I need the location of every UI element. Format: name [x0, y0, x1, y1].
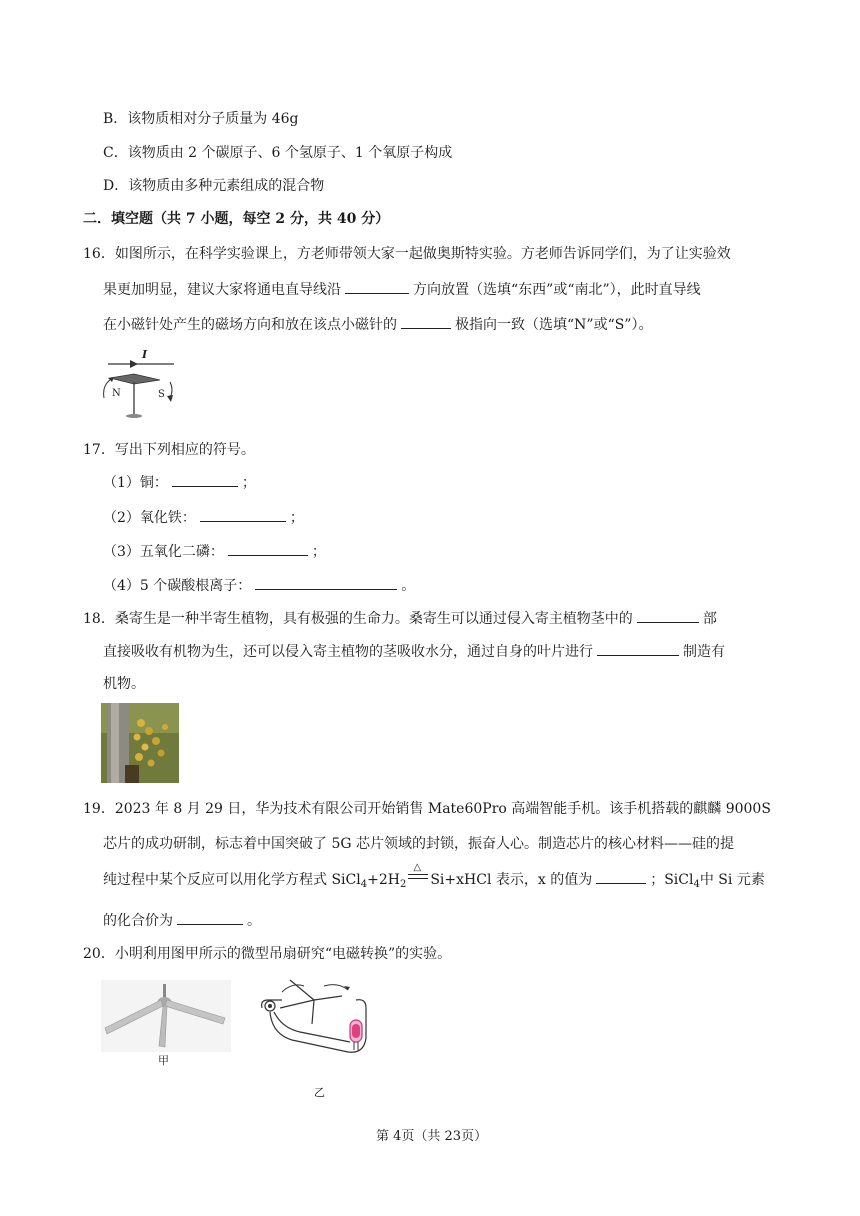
s-pole-label: S [158, 389, 165, 400]
reaction-arrow: △ [408, 870, 428, 884]
section-heading: 二．填空题（共 7 小题，每空 2 分，共 40 分） [83, 211, 390, 227]
q18-blank-1[interactable] [637, 608, 699, 623]
q20-line1: 20．小明利用图甲所示的微型吊扇研究“电磁转换”的实验。 [83, 946, 452, 962]
q19-blank-valence[interactable] [177, 910, 243, 925]
n-pole-label: N [112, 388, 121, 399]
q17-item2: （2）氧化铁： ； [103, 507, 304, 528]
caption-jia: 甲 [158, 1054, 169, 1067]
q18-blank-2[interactable] [597, 641, 679, 656]
mistletoe-photo [101, 703, 179, 783]
q19-blank-x[interactable] [596, 869, 646, 884]
fan-led-circuit-figure [252, 978, 380, 1068]
q19-line2: 芯片的成功研制，标志着中国突破了 5G 芯片领域的封锁，振奋人心。制造芯片的核心材料——硅的提 [103, 836, 734, 852]
oersted-figure [100, 344, 180, 424]
q18-line1: 18．桑寄生是一种半寄生植物，具有极强的生命力。桑寄生可以通过侵入寄主植物茎中的 部 [83, 608, 717, 629]
q16-line1: 16．如图所示，在科学实验课上，方老师带领大家一起做奥斯特实验。方老师告诉同学们，为了让实验效 [83, 246, 731, 262]
q17-blank-2[interactable] [200, 507, 286, 522]
ceiling-fan-figure [101, 980, 231, 1052]
q17-item1: （1）铜： ； [103, 472, 256, 493]
q17-item3: （3）五氧化二磷： ； [103, 541, 326, 562]
q16-line3: 在小磁针处产生的磁场方向和放在该点小磁针的 极指向一致（选填“N”或“S”）。 [103, 314, 652, 335]
q19-line3: 纯过程中某个反应可以用化学方程式 $SiCl_4+2H_2$ △ Si+xHCl 表示，x 的值为 ；SiCl$_4$中 Si 元素 [103, 862, 765, 890]
page-number: 第 4页（共 23页） [376, 1129, 488, 1144]
q17-blank-4[interactable] [255, 575, 397, 590]
q19-line1: 19．2023 年 8 月 29 日，华为技术有限公司开始销售 Mate60Pro 高端智能手机。该手机搭载的麒麟 9000S [83, 801, 771, 817]
q15-option-c: C．该物质由 2 个碳原子、6 个氢原子、1 个氧原子构成 [103, 145, 453, 161]
q17-blank-3[interactable] [228, 541, 308, 556]
q15-option-d: D．该物质由多种元素组成的混合物 [103, 178, 325, 194]
q18-line2: 直接吸收有机物为生，还可以侵入寄主植物的茎吸收水分，通过自身的叶片进行 制造有 [103, 641, 725, 662]
q16-line2: 果更加明显，建议大家将通电直导线沿 方向放置（选填“东西”或“南北”），此时直导线 [103, 279, 701, 300]
q17-title: 17．写出下列相应的符号。 [83, 442, 255, 458]
q18-line3: 机物。 [103, 676, 145, 692]
q17-blank-1[interactable] [172, 472, 238, 487]
q16-blank-pole[interactable] [401, 314, 451, 329]
q16-blank-direction[interactable] [345, 279, 409, 294]
caption-yi: 乙 [314, 1086, 325, 1099]
q17-item4: （4）5 个碳酸根离子： 。 [103, 575, 415, 596]
current-label: I [142, 348, 148, 361]
q15-option-b: B．该物质相对分子质量为 46g [103, 111, 299, 127]
q19-line4: 的化合价为 。 [103, 910, 261, 931]
